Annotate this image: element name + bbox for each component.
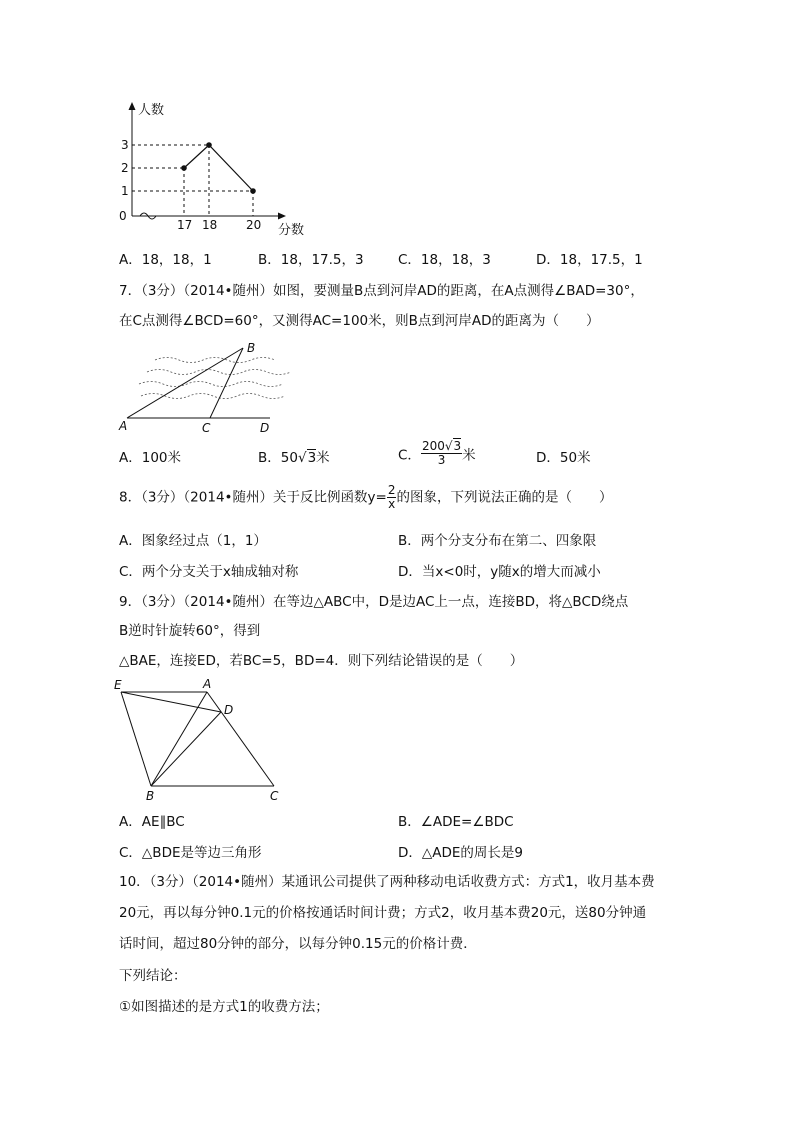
q7-option-a: A．100米 [119,450,182,466]
q6-line-chart [110,98,330,238]
label-D: D [260,421,270,435]
x-axis-label: 分数 [278,223,305,238]
q10-stem-line2: 20元，再以每分钟0.1元的价格按通话时间计费；方式2，收月基本费20元，送80分钟通 [119,905,647,921]
data-line [184,145,253,191]
q7-stem-line1: 7．（3分）（2014•随州）如图，要测量B点到河岸AD的距离，在A点测得∠BAD=30°， [119,283,644,299]
y-axis-arrow [129,102,136,110]
segment-ED [121,692,221,712]
label-C: C [270,789,279,803]
y-tick-0: 0 [119,209,127,223]
q8-option-b: B．两个分支分布在第二、四象限 [398,533,597,549]
segment-EB [121,692,151,786]
data-point-18 [206,142,212,148]
segment-AB [151,692,207,786]
x-tick-18: 18 [202,218,218,232]
label-B: B [247,341,256,355]
y-axis-label: 人数 [138,103,165,118]
q9-stem-line2: B逆时针旋转60°，得到 [119,623,261,639]
y-tick-1: 1 [121,184,129,198]
q7-option-c-fraction: $\frac{200√3}{3}$ [421,439,462,467]
q7-option-c [398,440,476,467]
q8-option-d: D．当x<0时，y随x的增大而减小 [398,564,601,580]
label-A: A [203,677,212,691]
x-axis-arrow [278,213,286,220]
q10-stem-line1: 10．（3分）（2014•随州）某通讯公司提供了两种移动电话收费方式：方式1，收月基本费 [119,874,655,890]
dashed-guides [132,145,253,216]
q10-conclusion-1: ①如图描述的是方式1的收费方法； [119,999,329,1015]
q7-option-b-suffix: 米 [316,450,330,466]
data-point-17 [181,165,187,171]
q9-option-a: A．AE∥BC [119,814,185,830]
q7-option-b [258,446,330,466]
q7-option-c-prefix: C． [398,447,421,464]
q7-option-b-prefix: B．50 [258,450,298,466]
sqrt-symbol: √ [297,450,307,466]
q7-river-figure [115,338,305,436]
q6-option-b: B．18，17.5，3 [258,252,364,268]
q8-stem [119,484,612,511]
x-tick-17: 17 [177,218,193,232]
q10-conclusions-heading: 下列结论： [119,968,187,984]
q9-option-c: C．△BDE是等边三角形 [119,845,262,861]
q6-option-c: C．18，18，3 [398,252,491,268]
q9-option-d: D．△ADE的周长是9 [398,845,524,861]
q7-option-c-suffix: 米 [462,447,476,464]
q10-stem-line3: 话时间，超过80分钟的部分，以每分钟0.15元的价格计费． [119,936,477,952]
q9-option-b: B．∠ADE=∠BDC [398,814,514,830]
q6-option-d: D．18，17.5，1 [536,252,643,268]
q8-stem-prefix: 8．（3分）（2014•随州）关于反比例函数y= [119,489,387,506]
y-tick-3: 3 [121,138,129,152]
segment-AC [207,692,274,786]
label-C: C [202,421,211,435]
segment-AB [127,348,243,418]
data-point-20 [250,188,256,194]
q6-option-a: A．18，18，1 [119,252,212,268]
q8-option-c: C．两个分支关于x轴成轴对称 [119,564,299,580]
q9-stem-line1: 9．（3分）（2014•随州）在等边△ABC中，D是边AC上一点，连接BD，将△BCD绕点 [119,594,629,610]
label-D: D [224,703,234,717]
q8-option-a: A．图象经过点（1，1） [119,533,267,549]
y-tick-2: 2 [121,161,129,175]
q8-stem-suffix: 的图象，下列说法正确的是（ ） [396,489,613,506]
q7-option-d: D．50米 [536,450,591,466]
q7-stem-line2: 在C点测得∠BCD=60°，又测得AC=100米，则B点到河岸AD的距离为（ ） [119,313,600,329]
label-B: B [146,789,155,803]
x-tick-20: 20 [246,218,262,232]
q8-fraction: $\frac{2}{x}$ [387,483,396,511]
q9-stem-line3: △BAE，连接ED，若BC=5，BD=4．则下列结论错误的是（ ） [119,653,524,669]
river-waves [139,358,291,399]
q7-option-b-radicand: 3 [307,450,317,466]
label-E: E [114,678,122,692]
label-A: A [119,419,128,433]
segment-BD [151,712,221,786]
q9-triangle-figure [112,676,292,806]
